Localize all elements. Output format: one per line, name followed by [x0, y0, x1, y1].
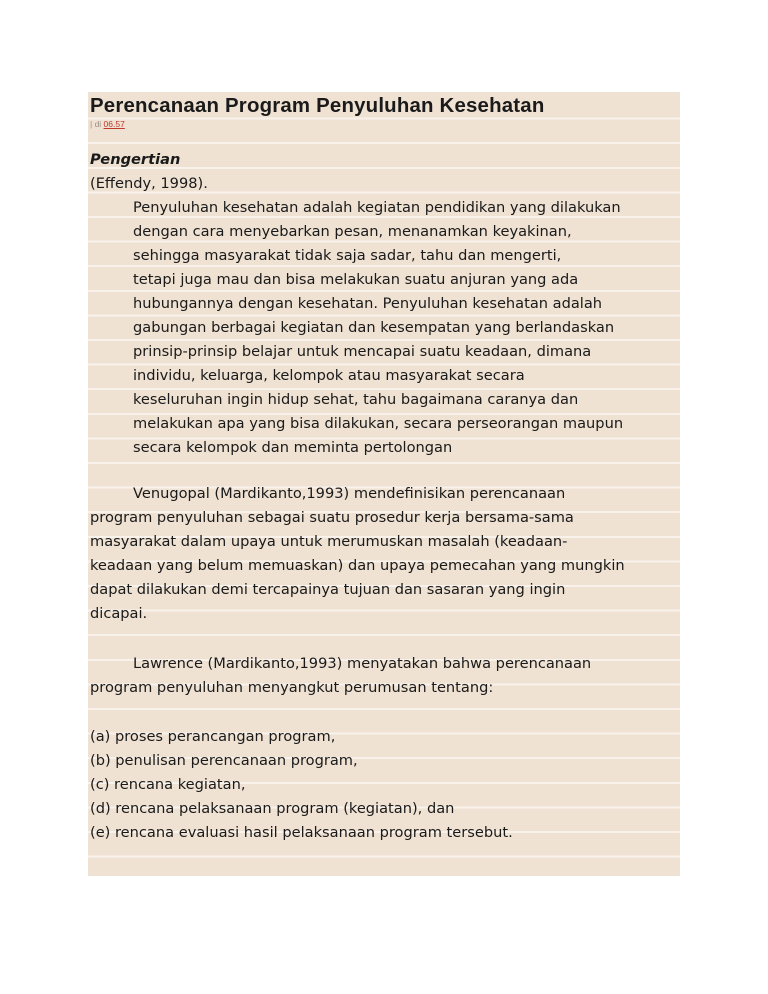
- post-time-link[interactable]: 06.57: [103, 119, 125, 129]
- list-item: (a) proses perancangan program,: [90, 728, 336, 745]
- post-meta-prefix: | di: [90, 119, 104, 129]
- venugopal-line: dapat dilakukan demi tercapainya tujuan dan sasaran yang ingin: [90, 581, 566, 598]
- list-item: (d) rencana pelaksanaan program (kegiatan), dan: [90, 800, 455, 817]
- venugopal-line: Venugopal (Mardikanto,1993) mendefinisikan perencanaan: [133, 485, 566, 502]
- venugopal-line: dicapai.: [90, 605, 148, 622]
- definition-line: gabungan berbagai kegiatan dan kesempatan yang berlandaskan: [133, 319, 615, 336]
- post-meta: [90, 119, 125, 129]
- list-item: (e) rencana evaluasi hasil pelaksanaan program tersebut.: [90, 824, 513, 841]
- definition-line: dengan cara menyebarkan pesan, menanamkan keyakinan,: [133, 223, 572, 240]
- section-heading: Pengertian: [90, 151, 181, 168]
- definition-line: hubungannya dengan kesehatan. Penyuluhan kesehatan adalah: [133, 295, 603, 312]
- list-item: (b) penulisan perencanaan program,: [90, 752, 358, 769]
- citation: (Effendy, 1998).: [90, 175, 208, 192]
- list-item: (c) rencana kegiatan,: [90, 776, 246, 793]
- article-title: Perencanaan Program Penyuluhan Kesehatan: [90, 95, 545, 117]
- definition-line: individu, keluarga, kelompok atau masyarakat secara: [133, 367, 525, 384]
- definition-line: tetapi juga mau dan bisa melakukan suatu anjuran yang ada: [133, 271, 579, 288]
- venugopal-line: keadaan yang belum memuaskan) dan upaya pemecahan yang mungkin: [90, 557, 625, 574]
- definition-line: secara kelompok dan meminta pertolongan: [133, 439, 453, 456]
- lawrence-line: program penyuluhan menyangkut perumusan tentang:: [90, 679, 494, 696]
- lawrence-line: Lawrence (Mardikanto,1993) menyatakan bahwa perencanaan: [133, 655, 592, 672]
- definition-line: keseluruhan ingin hidup sehat, tahu bagaimana caranya dan: [133, 391, 579, 408]
- definition-line: Penyuluhan kesehatan adalah kegiatan pendidikan yang dilakukan: [133, 199, 621, 216]
- definition-line: sehingga masyarakat tidak saja sadar, tahu dan mengerti,: [133, 247, 562, 264]
- venugopal-line: program penyuluhan sebagai suatu prosedur kerja bersama-sama: [90, 509, 574, 526]
- definition-line: prinsip-prinsip belajar untuk mencapai suatu keadaan, dimana: [133, 343, 592, 360]
- venugopal-line: masyarakat dalam upaya untuk merumuskan masalah (keadaan-: [90, 533, 568, 550]
- definition-line: melakukan apa yang bisa dilakukan, secara perseorangan maupun: [133, 415, 624, 432]
